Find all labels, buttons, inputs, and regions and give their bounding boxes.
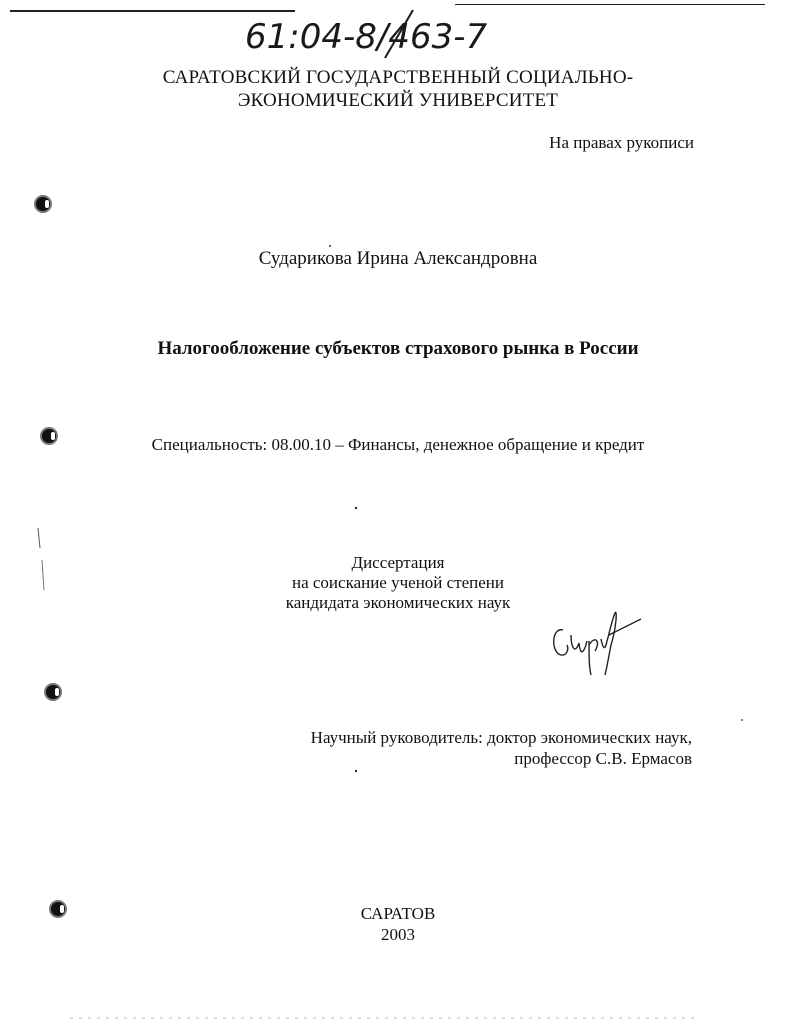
degree-statement bbox=[0, 553, 796, 613]
punch-hole-3 bbox=[46, 685, 60, 699]
degree-line-2: на соискание ученой степени bbox=[291, 573, 505, 592]
city-and-year bbox=[0, 903, 796, 945]
author-name: Сударикова Ирина Александровна bbox=[258, 248, 538, 269]
year: 2003 bbox=[381, 925, 415, 944]
degree-line-3: кандидата экономических наук bbox=[285, 593, 511, 612]
punch-hole-4 bbox=[51, 902, 65, 916]
top-rule-right bbox=[455, 4, 765, 5]
archive-code-text: 61:04-8/463-7 bbox=[245, 17, 488, 57]
manuscript-note: На правах рукописи bbox=[549, 133, 694, 152]
supervisor-line-2: профессор С.В. Ермасов bbox=[514, 749, 692, 768]
university-line-1: САРАТОВСКИЙ ГОСУДАРСТВЕННЫЙ СОЦИАЛЬНО- bbox=[162, 67, 634, 88]
city: САРАТОВ bbox=[360, 904, 436, 923]
handwritten-signature bbox=[545, 605, 645, 680]
dissertation-title: Налогообложение субъектов страхового рынка в России bbox=[157, 338, 639, 359]
punch-hole-1 bbox=[36, 197, 50, 211]
specialty-line: Специальность: 08.00.10 – Финансы, денежное обращение и кредит bbox=[151, 435, 645, 454]
university-name bbox=[0, 66, 796, 112]
degree-line-1: Диссертация bbox=[351, 553, 445, 572]
punch-hole-2 bbox=[42, 429, 56, 443]
university-line-2: ЭКОНОМИЧЕСКИЙ УНИВЕРСИТЕТ bbox=[237, 90, 559, 111]
supervisor-line-1: Научный руководитель: доктор экономических наук, bbox=[310, 728, 692, 747]
scientific-supervisor bbox=[311, 727, 692, 769]
handwritten-archive-code bbox=[235, 8, 535, 60]
